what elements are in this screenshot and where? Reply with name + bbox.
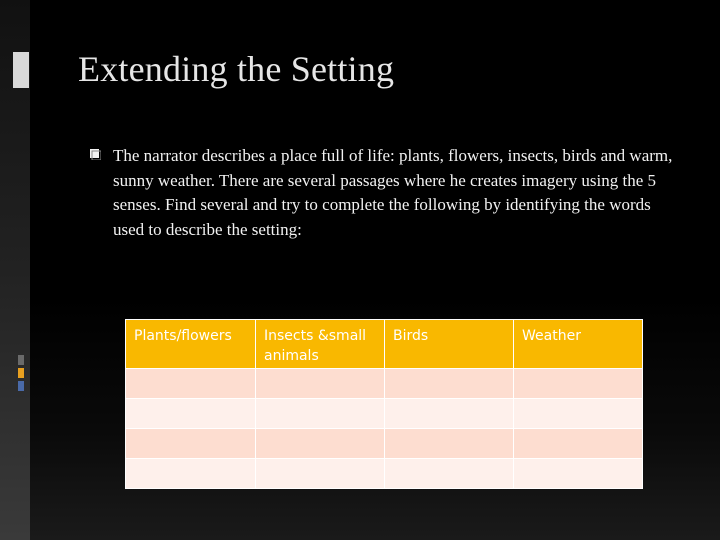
table-cell[interactable] bbox=[514, 399, 643, 429]
table-cell[interactable] bbox=[256, 429, 385, 459]
table-cell[interactable] bbox=[126, 399, 256, 429]
table-row bbox=[126, 399, 643, 429]
table-cell[interactable] bbox=[126, 429, 256, 459]
table-cell[interactable] bbox=[256, 459, 385, 489]
table-cell[interactable] bbox=[385, 429, 514, 459]
table-row bbox=[126, 429, 643, 459]
table-header-row bbox=[126, 320, 643, 369]
header-insects: Insects &small animals bbox=[256, 320, 385, 369]
table-cell[interactable] bbox=[256, 369, 385, 399]
table-row bbox=[126, 369, 643, 399]
table-cell[interactable] bbox=[256, 399, 385, 429]
slide-title: Extending the Setting bbox=[78, 49, 395, 89]
table-cell[interactable] bbox=[126, 459, 256, 489]
header-birds: Birds bbox=[385, 320, 514, 369]
table-cell[interactable] bbox=[514, 459, 643, 489]
side-accent-marks bbox=[18, 355, 24, 407]
square-bullet-icon bbox=[90, 149, 101, 160]
table-cell[interactable] bbox=[385, 399, 514, 429]
header-weather: Weather bbox=[514, 320, 643, 369]
accent-mark-gray bbox=[18, 355, 24, 365]
table-cell[interactable] bbox=[514, 369, 643, 399]
accent-mark-orange bbox=[18, 368, 24, 378]
table-cell[interactable] bbox=[385, 459, 514, 489]
title-accent-bar bbox=[13, 52, 29, 88]
table-cell[interactable] bbox=[126, 369, 256, 399]
bullet-text: The narrator describes a place full of life: plants, flowers, insects, birds and warm, sunny weather. There are several passages where he creates imagery using the 5 senses. Find several and try to complete the following by identifying the words used to describe the setting: bbox=[113, 146, 673, 239]
header-plants-flowers: Plants/flowers bbox=[126, 320, 256, 369]
table-row bbox=[126, 459, 643, 489]
table-cell[interactable] bbox=[385, 369, 514, 399]
table-cell[interactable] bbox=[514, 429, 643, 459]
accent-mark-blue bbox=[18, 381, 24, 391]
setting-table bbox=[125, 319, 643, 489]
